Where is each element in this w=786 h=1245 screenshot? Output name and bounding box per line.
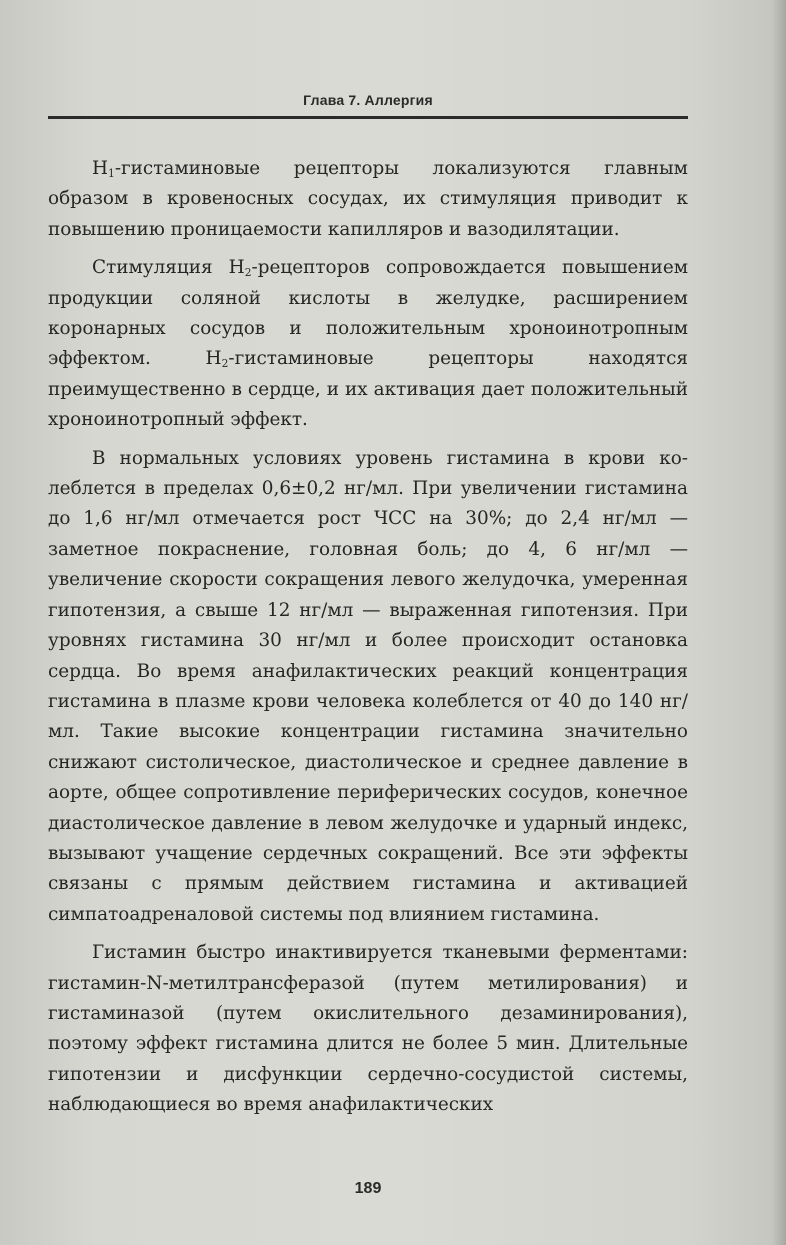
text-run: Гистамин быстро инактивируется тканевыми ферментами: гистамин-N-метилтрансферазой (путем метилирования) и гистаминазой (путем окислительного дезаминирования), поэтому эффект гистамина длится не более 5 мин. Длительные гипотензии и дисфункции сердечно-сосудистой системы, наблюдающиеся во время анафилактических [48,942,688,1116]
header-rule [48,116,688,119]
page-number: 189 [354,1180,382,1197]
text-run: В нормальных условиях уровень гистамина в крови колеблется в пределах 0,6±0,2 нг/мл. При увеличении гистамина до 1,6 нг/мл отмечается рост ЧСС на 30%; до 2,4 нг/​мл — заметное покраснение, головная боль; до 4, 6 нг/мл — увеличение скорости сокращения левого желудочка, умеренная гипотензия, а свыше 12 нг/мл — выраженная гипотензия. При уровнях гистамина 30 нг/мл и более происходит остановка сердца. Во время анафилактических реакций концентрация гистамина в плазме крови человека колеблется от 40 до 140 нг/мл. Такие высокие концентрации гистамина значительно снижают систолическое, диастолическое и среднее давление в аорте, общее сопротивление периферических сосудов, конечное диастолическое давление в левом желудочке и ударный индекс, вызывают учащение сердечных сокращений. Все эти эффекты связаны с прямым действием гистамина и активацией симпатоадреналовой системы под влиянием гистамина. [48,447,688,925]
text-run: -гистаминовые рецепторы находятся преимущественно в сердце, и их активация дает положительный хроноинотропный эффект. [48,348,689,431]
paragraph-h2-receptors [48,253,688,435]
text-run: -гистаминовые рецепторы локализуются главным образом в кровеносных сосудах, их стимуляция приводит к повышению проницаемости капилляров и вазодилятации. [48,158,688,240]
paragraph-h1-receptors [48,154,688,245]
running-head: Глава 7. Аллергия [303,92,433,108]
paragraph-histamine-levels [48,444,688,931]
page-edge-shadow [772,0,786,1245]
body-text [48,154,688,1121]
paragraph-histamine-inactivation [48,938,688,1120]
subscript: 2 [221,357,229,371]
subscript: 1 [108,167,115,181]
text-run: H [92,158,109,179]
subscript: 2 [244,266,252,280]
text-run: -рецепторов сопровождается повышением продукции соляной кислоты в желудке, расширением коронарных сосудов и положительным хроноинотропным эффектом. H [48,257,689,370]
text-run: Стимуляция H [92,257,245,279]
